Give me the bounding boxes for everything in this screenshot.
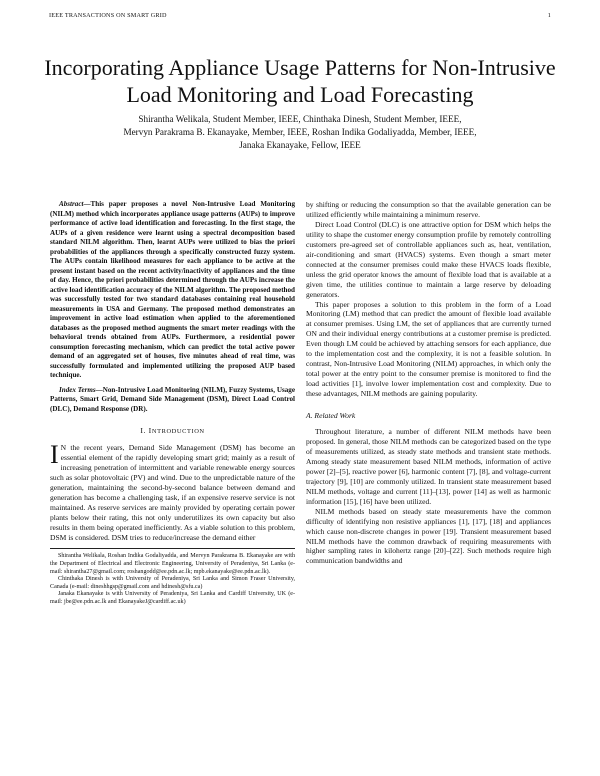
abstract-label: Abstract [59, 200, 84, 208]
footnote-3: Janaka Ekanayake is with University of Peradeniya, Sri Lanka and Cardiff University, UK (e-mail: jbe@ee.pdn.ac.lk and EkanayakeJ@cardiff.ac.uk) [50, 591, 295, 606]
intro-paragraph-3: This paper proposes a solution to this problem in the form of a Load Monitoring (LM) method that can predict the amount of flexible load available at consumer premises. Using LM, the set of appliances that are currently turned ON and their individual energy contributions at a customer premise is predicted. Even though LM could be achieved by attaching sensors for each appliance, due to the implementation cost and the complexity, it is not a feasible solution. In contrast, Non-Intrusive Load Monitoring (NILM) approaches, in which only the total power at the entry point to the consumer premise is monitored to find the load activities [1], involve lower implementation cost and complexity. Due to these advantages, NILM methods are gaining popularity. [306, 299, 551, 399]
footnote-1: Shirantha Welikala, Roshan Indika Godaliyadda, and Mervyn Parakrama B. Ekanayake are with the Department of Electrical and Electronic Engineering, University of Peradeniya, Sri Lanka (e-mail: shirantha27@gmail.com; roshangodd@ee.pdn.ac.lk; mpb.ekanayake@ee.pdn.ac.lk). [50, 553, 295, 575]
author-line-2: Mervyn Parakrama B. Ekanayake, Member, IEEE, Roshan Indika Godaliyadda, Member, IEEE, [123, 127, 477, 137]
subsection-heading-related-work: A. Related Work [306, 411, 356, 421]
intro-paragraph-2: Direct Load Control (DLC) is one attractive option for DSM which helps the utility to shape the customer energy consumption profile by remotely controlling customers pre-agreed set of controllable appliances such as, heat, ventilation, air-conditioning and smart (HVACS) systems. Even though a smart meter connected at the consumer premises could make these HVACS loads flexible, unless the grid operator knows the amount of flexible load that is available at a given time, the utilities continue to maintain a large reserve by deloading generators. [306, 219, 551, 299]
journal-name: IEEE TRANSACTIONS ON SMART GRID [49, 12, 167, 19]
author-footnotes [50, 548, 295, 606]
index-terms-label: Index Terms [59, 385, 96, 394]
index-terms [50, 386, 295, 415]
author-line-1: Shirantha Welikala, Student Member, IEEE, Chinthaka Dinesh, Student Member, IEEE, [138, 114, 462, 124]
right-column [306, 200, 551, 566]
page-number: 1 [547, 12, 551, 19]
related-work-paragraph-2: NILM methods based on steady state measurements have the common difficulty of identifying non resistive appliances [1], [17], [18] and appliances which cause non-discrete changes in power [19]. Transient measurement based NILM methods have the common drawback of requiring measurements with higher sampling rates in kilohertz range [20]–[22]. Such methods require high communication bandwidths and [306, 506, 551, 566]
section-heading-introduction: I. INTRODUCTION [140, 426, 205, 435]
author-line-3: Janaka Ekanayake, Fellow, IEEE [239, 140, 361, 150]
abstract [50, 200, 295, 381]
index-terms-text: —Non-Intrusive Load Monitoring (NILM), Fuzzy Systems, Usage Patterns, Smart Grid, Demand Side Management (DSM), Direct Load Control (DLC), Demand Response (DR). [50, 385, 296, 413]
abstract-text: —This paper proposes a novel Non-Intrusive Load Monitoring (NILM) method which incorporates appliance usage patterns (AUPs) to improve performance of active load identification and forecasting. In the first stage, the AUPs of a given residence were learnt using a spectral decomposition based standard NILM algorithm. Then, learnt AUPs were utilized to bias the priori probabilities of the appliances through a specifically constructed fuzzy system. The AUPs contain likelihood measures for each appliance to be active at the present instant based on the recent activity/inactivity of appliances and the time of day. Hence, the priori probabilities determined through the AUPs increase the active load identification accuracy of the NILM algorithm. The proposed method was successfully tested for two standard databases containing real household measurements in USA and Germany. The proposed method demonstrates an improvement in active load estimation when applied to the aforementioned databases as the proposed method augments the smart meter readings with the behavioral trends obtained from AUPs. Furthermore, a residential power consumption forecasting mechanism, which can predict the total active power demand of an aggregated set of houses, five minutes ahead of real time, was successfully formulated and implemented utilizing the proposed AUP based technique. [50, 200, 295, 379]
paper-title: Incorporating Appliance Usage Patterns for Non-Intrusive Load Monitoring and Load Forecasting [44, 55, 556, 107]
intro-paragraph-1: I N the recent years, Demand Side Management (DSM) has become an essential element of the rapidly developing smart grid; mainly as a result of increasing penetration of intermittent and variable renewable energy sources such as solar photovoltaic (PV) and wind. Due to the unpredictable nature of the generation, maintaining the second-by-second balance between demand and generation has become a challenging task, if an expensive reserve service is not maintained. As reserve services are mainly provided by operating certain power plants below their rating, this not only underutilizes its own capacity but also results in them being operated inefficiently. As a viable solution to this problem, DSM is considered. DSM tries to reduce/increase the demand either [50, 439, 295, 542]
drop-cap: I [50, 439, 59, 469]
author-list [50, 113, 550, 152]
related-work-paragraph-1: Throughout literature, a number of different NILM methods have been proposed. In general, those NILM methods can be categorized based on the type of measurements utilized, as steady state methods and transient state methods. Among steady state measurement based NILM methods, information of active power [2]–[5], reactive power [6], harmonic content [7], [8], and voltage-current trajectory [9], [10] are commonly utilized. In transient state measurement based NILM methods, voltage and current [11]–[13], power [14] as well as harmonic information [15], [16] have been utilized. [306, 427, 551, 506]
running-header [49, 12, 551, 19]
left-column [50, 200, 295, 607]
intro-paragraph-1-continued: by shifting or reducing the consumption so that the available generation can be utilized efficiently while maintaining a minimum reserve. [306, 200, 551, 219]
footnote-2: Chinthaka Dinesh is with University of Peradeniya, Sri Lanka and Simon Fraser University, Canada (e-mail: dineshhgsp@gmail.com and hdinesh@sfu.ca) [50, 576, 295, 590]
